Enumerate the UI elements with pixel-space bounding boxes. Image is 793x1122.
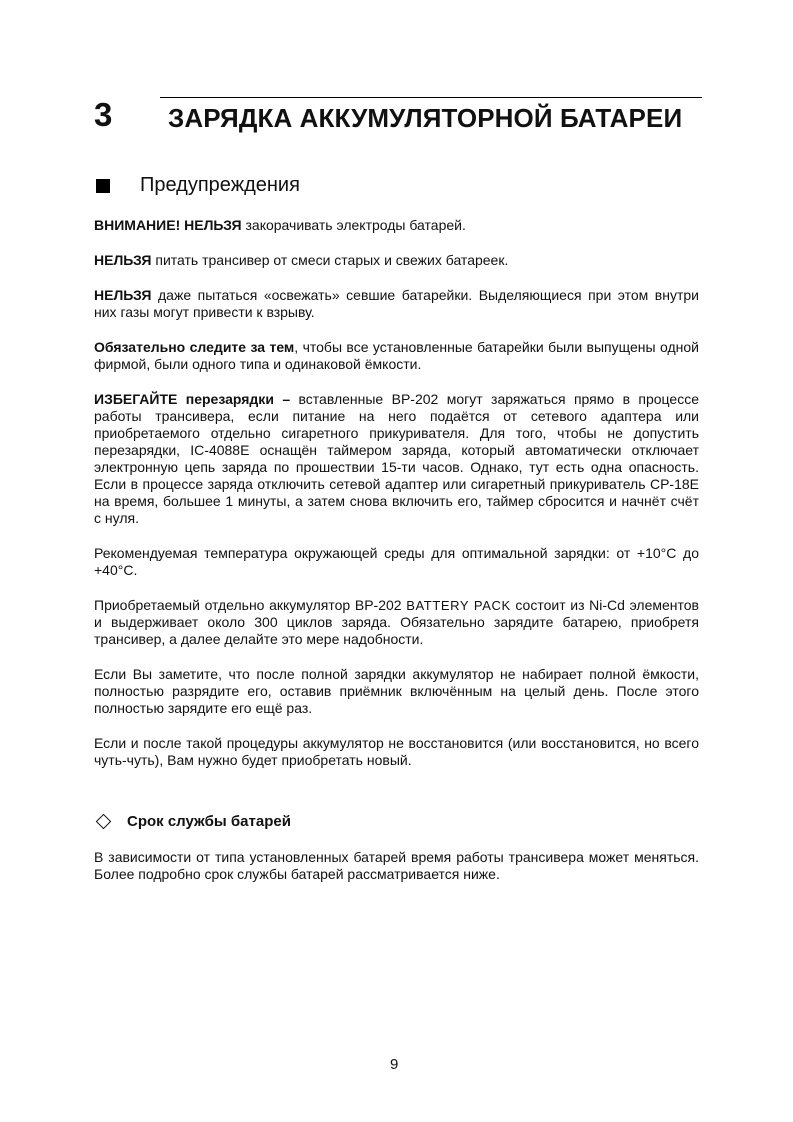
paragraph-text: Если Вы заметите, что после полной зарядки аккумулятор не набирает полной ёмкости, полностью разрядите его, оставив приёмник включённым на целый день. После этого полностью зарядите его ещё раз. (94, 666, 699, 716)
warnings-body (94, 217, 699, 787)
paragraph-text: , чтобы все установленные батарейки были выпущены одной фирмой, были одного типа и одинаковой ёмкости. (94, 339, 699, 372)
battery-pack-label: BATTERY PACK (406, 598, 511, 613)
paragraph-same-brand (94, 339, 699, 373)
paragraph-text: состоит из Ni-Cd элементов и выдерживает около 300 циклов заряда. Обязательно зарядите батарею, приобретя трансивер, а далее делайте это мере надобности. (94, 597, 699, 647)
subsection-text: В зависимости от типа установленных батарей время работы трансивера может меняться. Более подробно срок службы батарей рассматривается ниже. (94, 849, 699, 882)
subsection-heading (94, 813, 291, 830)
paragraph-temperature (94, 545, 699, 579)
paragraph-text: даже пытаться «освежать» севшие батарейки. Выделяющиеся при этом внутри них газы могут привести к взрыву. (94, 287, 699, 320)
paragraph-text: Приобретаемый отдельно аккумулятор BP-202 (94, 597, 407, 613)
paragraph-replace-battery (94, 735, 699, 769)
paragraph-text: вставленные BP-202 могут заряжаться прямо в процессе работы трансивера, если питание на него подаётся от сетевого адаптера или приобретаемого отдельно сигаретного прикуривателя. Для того, чтобы не допустить перезарядки, IC-4088E оснащён таймером заряда, который автоматически отключает электронную цепь заряда по прошествии 15-ти часов. Однако, тут есть одна опасность. Если в процессе заряда отключить сетевой адаптер или сигаретный прикуриватель CP-18E на время, большее 1 минуты, а затем снова включить его, таймер сбросится и начнёт счёт с нуля. (94, 391, 699, 526)
subsection-title: Срок службы батарей (127, 813, 291, 830)
chapter-divider (160, 97, 702, 98)
warning-label: НЕЛЬЗЯ (94, 252, 152, 268)
paragraph-text: Если и после такой процедуры аккумулятор не восстановится (или восстановится, но всего чуть-чуть), Вам нужно будет приобретать новый. (94, 735, 699, 768)
diamond-bullet-icon (96, 814, 112, 830)
paragraph-refresh-batteries (94, 287, 699, 321)
warning-label: НЕЛЬЗЯ (94, 287, 152, 303)
warning-label: ИЗБЕГАЙТЕ перезарядки – (94, 391, 291, 407)
paragraph-mixed-batteries (94, 252, 699, 269)
section-title-warnings: Предупреждения (140, 174, 300, 196)
page-number: 9 (390, 1056, 399, 1073)
paragraph-text: закорачивать электроды батарей. (241, 217, 466, 233)
chapter-number: 3 (94, 96, 113, 133)
warning-label: ВНИМАНИЕ! НЕЛЬЗЯ (94, 217, 242, 233)
paragraph-text: питать трансивер от смеси старых и свежих батареек. (151, 252, 509, 268)
paragraph-overcharge (94, 391, 699, 527)
filled-square-bullet-icon (96, 179, 110, 193)
paragraph-full-discharge (94, 666, 699, 717)
paragraph-battery-pack (94, 597, 699, 648)
paragraph-short-circuit (94, 217, 699, 234)
paragraph-text: Рекомендуемая температура окружающей среды для оптимальной зарядки: от +10°C до +40°C. (94, 545, 699, 578)
chapter-title: ЗАРЯДКА АККУМУЛЯТОРНОЙ БАТАРЕИ (168, 103, 683, 133)
warning-label: Обязательно следите за тем (94, 339, 295, 355)
